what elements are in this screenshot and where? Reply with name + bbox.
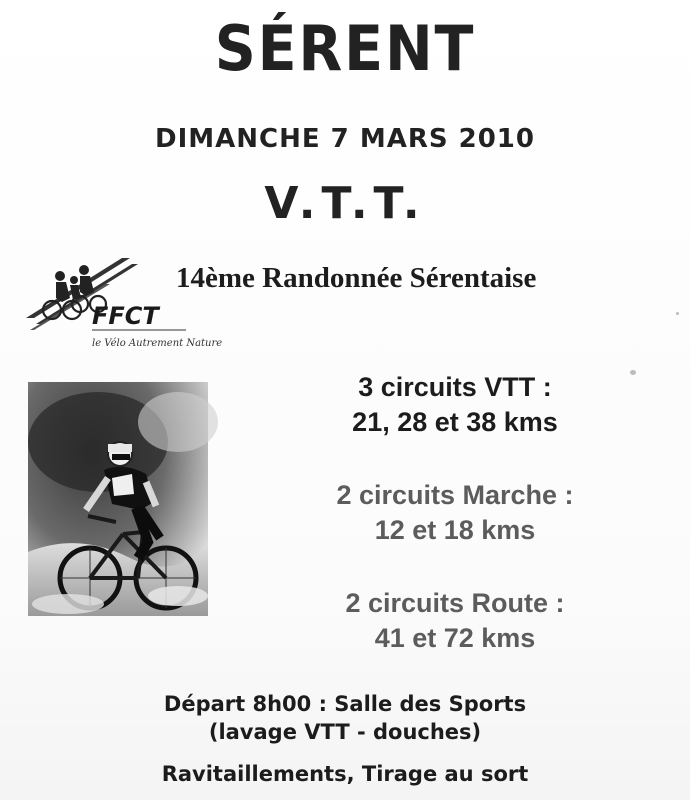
circuit-vtt-distances: 21, 28 et 38 kms [352, 407, 558, 437]
circuit-route-distances: 41 et 72 kms [374, 623, 536, 653]
circuit-route [270, 586, 640, 656]
event-type: V.T.T. [264, 178, 426, 229]
event-subtitle: 14ème Randonnée Sérentaise [176, 262, 537, 294]
paper-speck [676, 312, 679, 315]
ffct-logo [26, 258, 223, 350]
event-date: DIMANCHE 7 MARS 2010 [155, 124, 535, 154]
circuit-vtt [270, 370, 640, 440]
departure-info [0, 690, 690, 746]
circuit-route-title: 2 circuits Route : [345, 588, 565, 618]
circuit-vtt-title: 3 circuits VTT : [358, 372, 552, 402]
paper-speck [630, 370, 636, 375]
ffct-logo-tagline: le Vélo Autrement Nature [92, 338, 223, 349]
mountain-biker-photo [28, 382, 208, 616]
extras-info: Ravitaillements, Tirage au sort [161, 762, 529, 786]
circuit-marche [270, 478, 640, 548]
town-title: SÉRENT [214, 12, 476, 85]
cyclists-logo-icon [26, 258, 223, 350]
circuit-marche-title: 2 circuits Marche : [336, 480, 574, 510]
departure-location: Départ 8h00 : Salle des Sports [163, 692, 527, 716]
circuit-marche-distances: 12 et 18 kms [374, 515, 536, 545]
departure-services: (lavage VTT - douches) [208, 720, 482, 744]
ffct-logo-text: FFCT [92, 302, 159, 330]
